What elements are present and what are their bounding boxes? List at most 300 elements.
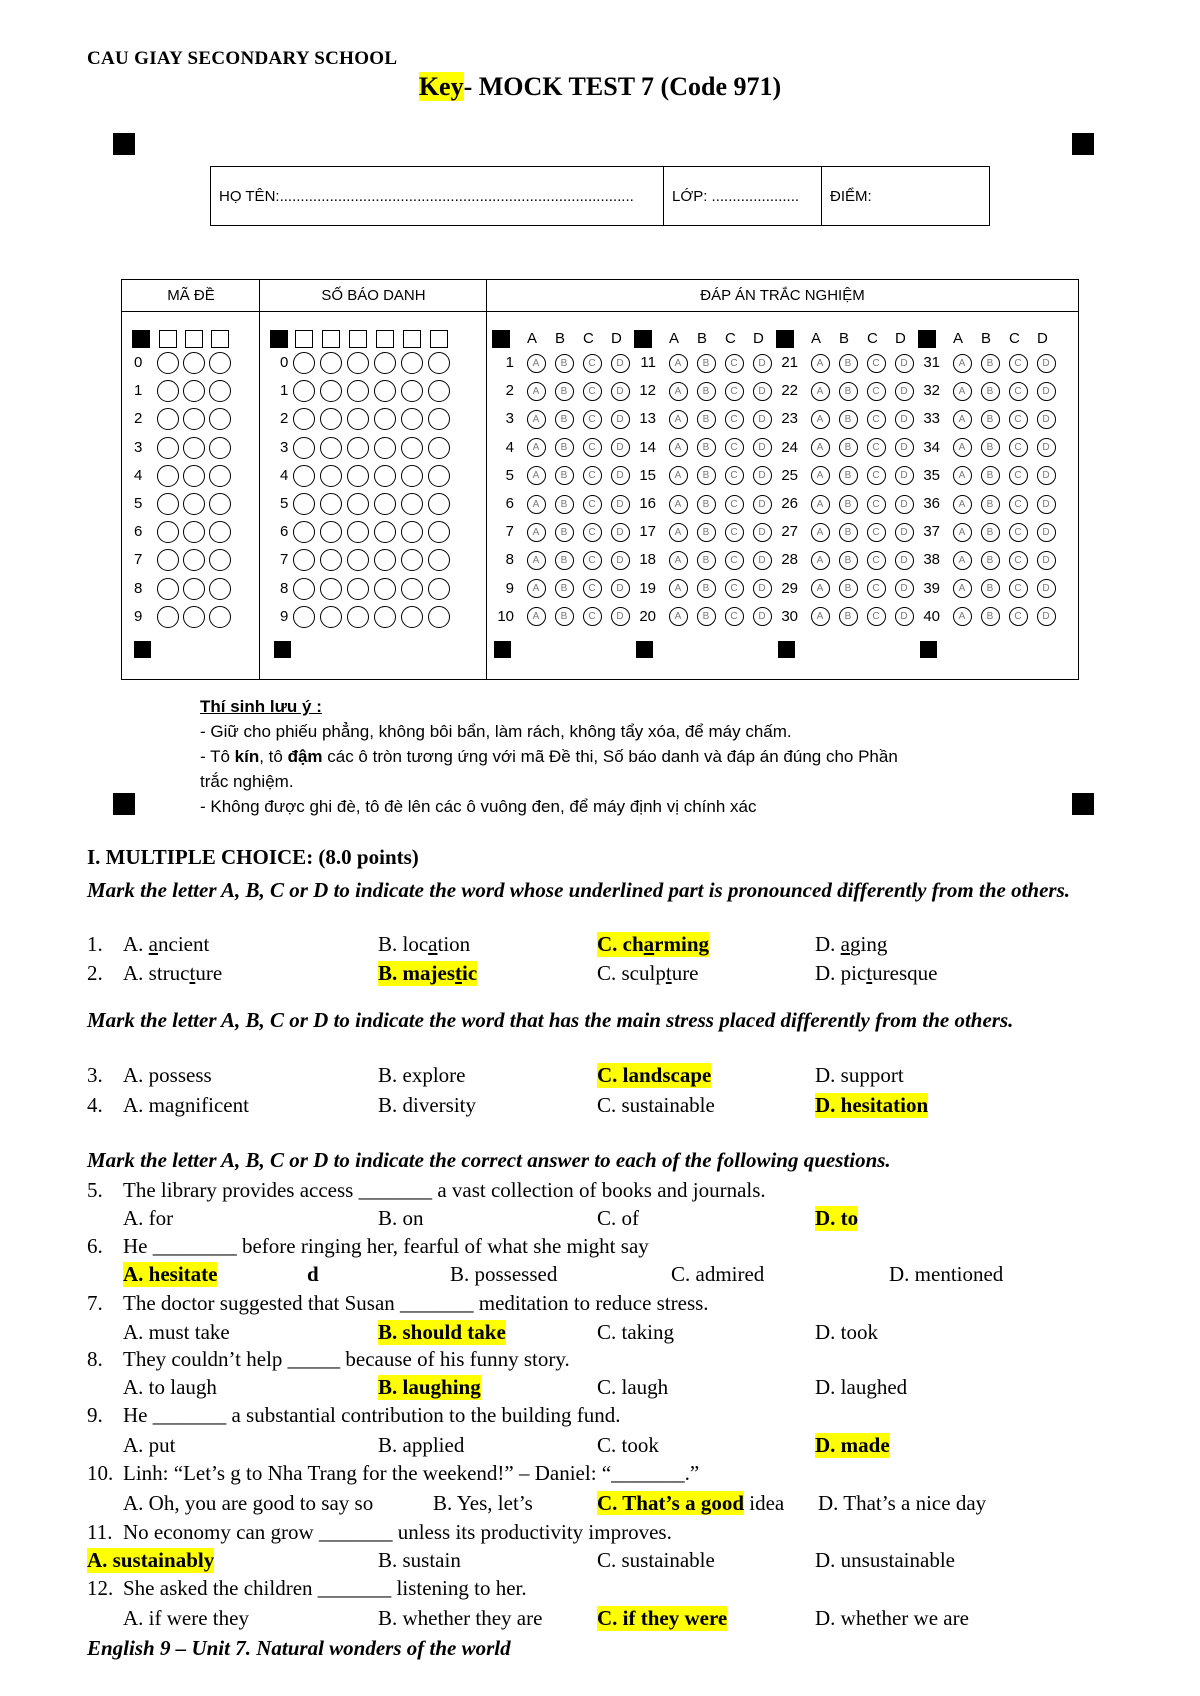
- answer-bubble[interactable]: [401, 352, 423, 374]
- answer-bubble[interactable]: [209, 521, 231, 543]
- question-number: 7.: [87, 1291, 103, 1315]
- answer-bubble[interactable]: C: [725, 607, 744, 626]
- answer-bubble[interactable]: D: [1037, 354, 1056, 373]
- option-b: B. possessed: [450, 1262, 558, 1286]
- timing-mark: [494, 641, 511, 658]
- answer-bubble[interactable]: A: [953, 579, 972, 598]
- answer-bubble[interactable]: A: [669, 382, 688, 401]
- answer-bubble[interactable]: C: [583, 410, 602, 429]
- header-answers: ĐÁP ÁN TRẮC NGHIỆM: [487, 280, 1078, 312]
- answer-bubble[interactable]: D: [611, 579, 630, 598]
- answer-bubble[interactable]: [157, 493, 179, 515]
- answer-bubble[interactable]: [157, 465, 179, 487]
- answer-bubble[interactable]: D: [753, 579, 772, 598]
- answer-bubble[interactable]: C: [583, 607, 602, 626]
- answer-bubble[interactable]: C: [867, 579, 886, 598]
- answer-bubble[interactable]: B: [839, 551, 858, 570]
- timing-mark: [776, 330, 794, 348]
- question-number-label: 16: [639, 495, 656, 512]
- answer-bubble[interactable]: C: [583, 438, 602, 457]
- answer-bubble[interactable]: [320, 549, 342, 571]
- answer-bubble[interactable]: [157, 606, 179, 628]
- answer-bubble[interactable]: D: [611, 523, 630, 542]
- answer-bubble[interactable]: [428, 578, 450, 600]
- answer-bubble[interactable]: [320, 578, 342, 600]
- answer-bubble[interactable]: A: [953, 607, 972, 626]
- answer-bubble[interactable]: [209, 549, 231, 571]
- answer-bubble[interactable]: [209, 352, 231, 374]
- answer-bubble[interactable]: D: [895, 466, 914, 485]
- answer-bubble[interactable]: C: [725, 354, 744, 373]
- answer-bubble[interactable]: A: [811, 466, 830, 485]
- answer-bubble[interactable]: D: [1037, 551, 1056, 570]
- answer-bubble[interactable]: [209, 380, 231, 402]
- answer-bubble[interactable]: C: [1009, 607, 1028, 626]
- answer-bubble[interactable]: A: [669, 354, 688, 373]
- question-number-label: 10: [497, 607, 514, 625]
- digit-label: 0: [280, 354, 289, 371]
- answer-bubble[interactable]: A: [669, 579, 688, 598]
- answer-bubble[interactable]: D: [1037, 495, 1056, 514]
- answer-bubble[interactable]: B: [839, 382, 858, 401]
- answer-bubble[interactable]: [401, 408, 423, 430]
- answer-bubble[interactable]: C: [725, 495, 744, 514]
- answer-bubble[interactable]: C: [725, 523, 744, 542]
- answer-bubble[interactable]: [293, 606, 315, 628]
- answer-bubble[interactable]: B: [981, 579, 1000, 598]
- digit-label: 0: [134, 354, 143, 371]
- answer-bubble[interactable]: C: [725, 438, 744, 457]
- answer-bubble[interactable]: B: [697, 382, 716, 401]
- answer-bubble[interactable]: [401, 437, 423, 459]
- answer-bubble[interactable]: A: [811, 551, 830, 570]
- answer-bubble[interactable]: D: [753, 607, 772, 626]
- answer-bubble[interactable]: D: [753, 438, 772, 457]
- answer-sheet-grid: [121, 279, 1079, 680]
- answer-bubble[interactable]: A: [527, 354, 546, 373]
- answer-bubble[interactable]: [157, 352, 179, 374]
- answer-bubble[interactable]: B: [555, 523, 574, 542]
- answer-bubble[interactable]: [401, 380, 423, 402]
- answer-bubble[interactable]: C: [583, 523, 602, 542]
- answer-bubble[interactable]: D: [1037, 410, 1056, 429]
- answer-bubble[interactable]: [320, 465, 342, 487]
- answer-bubble[interactable]: D: [611, 551, 630, 570]
- answer-bubble[interactable]: B: [981, 382, 1000, 401]
- answer-bubble[interactable]: B: [697, 607, 716, 626]
- answer-bubble[interactable]: D: [895, 607, 914, 626]
- option-d: D. whether we are: [815, 1606, 969, 1630]
- answer-bubble[interactable]: D: [753, 523, 772, 542]
- answer-bubble[interactable]: [293, 437, 315, 459]
- answer-bubble[interactable]: [183, 549, 205, 571]
- answer-bubble[interactable]: C: [1009, 466, 1028, 485]
- answer-bubble[interactable]: B: [981, 523, 1000, 542]
- answer-bubble[interactable]: B: [981, 495, 1000, 514]
- answer-bubble[interactable]: C: [583, 382, 602, 401]
- answer-bubble[interactable]: [157, 521, 179, 543]
- answer-bubble[interactable]: [347, 521, 369, 543]
- answer-bubble[interactable]: A: [811, 354, 830, 373]
- answer-bubble[interactable]: [209, 578, 231, 600]
- answer-bubble[interactable]: [428, 380, 450, 402]
- answer-bubble[interactable]: B: [839, 495, 858, 514]
- answer-bubble[interactable]: A: [811, 495, 830, 514]
- answer-bubble[interactable]: [157, 578, 179, 600]
- answer-bubble[interactable]: B: [555, 551, 574, 570]
- option-c: C. took: [597, 1433, 659, 1457]
- answer-bubble[interactable]: [293, 380, 315, 402]
- empty-square: [376, 330, 394, 348]
- answer-bubble[interactable]: A: [953, 354, 972, 373]
- answer-bubble[interactable]: [320, 437, 342, 459]
- answer-bubble[interactable]: B: [555, 354, 574, 373]
- answer-bubble[interactable]: D: [753, 354, 772, 373]
- class-field[interactable]: [664, 167, 822, 225]
- answer-bubble[interactable]: A: [811, 607, 830, 626]
- answer-bubble[interactable]: [428, 521, 450, 543]
- answer-bubble[interactable]: C: [867, 523, 886, 542]
- answer-bubble[interactable]: B: [697, 551, 716, 570]
- answer-bubble[interactable]: B: [555, 579, 574, 598]
- answer-bubble[interactable]: A: [811, 579, 830, 598]
- answer-bubble[interactable]: A: [953, 438, 972, 457]
- answer-bubble[interactable]: [293, 493, 315, 515]
- answer-bubble[interactable]: C: [1009, 438, 1028, 457]
- answer-bubble[interactable]: C: [867, 410, 886, 429]
- answer-bubble[interactable]: [347, 352, 369, 374]
- score-field[interactable]: [822, 167, 872, 225]
- answer-bubble[interactable]: B: [839, 410, 858, 429]
- answer-bubble[interactable]: [320, 408, 342, 430]
- answer-bubble[interactable]: D: [1037, 523, 1056, 542]
- answer-bubble[interactable]: [401, 465, 423, 487]
- answer-bubble[interactable]: A: [527, 523, 546, 542]
- answer-bubble[interactable]: [374, 549, 396, 571]
- answer-bubble[interactable]: C: [1009, 551, 1028, 570]
- answer-bubble[interactable]: B: [981, 607, 1000, 626]
- answer-bubble[interactable]: C: [867, 354, 886, 373]
- answer-bubble[interactable]: A: [669, 495, 688, 514]
- answer-bubble[interactable]: [374, 493, 396, 515]
- timing-mark: [274, 641, 291, 658]
- answer-bubble[interactable]: C: [725, 382, 744, 401]
- answer-bubble[interactable]: [428, 465, 450, 487]
- answer-bubble[interactable]: A: [811, 438, 830, 457]
- answer-bubble[interactable]: C: [725, 551, 744, 570]
- answer-bubble[interactable]: A: [811, 410, 830, 429]
- answer-bubble[interactable]: [401, 493, 423, 515]
- answer-bubble[interactable]: A: [527, 579, 546, 598]
- answer-bubble[interactable]: D: [753, 495, 772, 514]
- answer-bubble[interactable]: D: [895, 523, 914, 542]
- question-number: 6.: [87, 1234, 103, 1258]
- answer-bubble[interactable]: D: [611, 410, 630, 429]
- option-d-correct: D. to: [815, 1206, 859, 1230]
- answer-bubble[interactable]: B: [981, 354, 1000, 373]
- answer-bubble[interactable]: [293, 408, 315, 430]
- column-letter: C: [867, 330, 878, 347]
- answer-bubble[interactable]: A: [527, 495, 546, 514]
- answer-bubble[interactable]: [428, 352, 450, 374]
- answer-bubble[interactable]: A: [953, 466, 972, 485]
- answer-bubble[interactable]: C: [1009, 410, 1028, 429]
- answer-bubble[interactable]: [183, 437, 205, 459]
- answer-bubble[interactable]: D: [1037, 607, 1056, 626]
- answer-bubble[interactable]: [374, 578, 396, 600]
- question-number: 4.: [87, 1093, 103, 1117]
- answer-bubble[interactable]: B: [697, 438, 716, 457]
- answer-bubble[interactable]: [183, 606, 205, 628]
- answer-bubble[interactable]: D: [895, 579, 914, 598]
- answer-bubble[interactable]: [401, 521, 423, 543]
- answer-bubble[interactable]: A: [669, 523, 688, 542]
- student-info-box: [210, 166, 990, 226]
- answer-bubble[interactable]: [320, 380, 342, 402]
- option-d: D. support: [815, 1063, 904, 1087]
- answer-bubble[interactable]: C: [867, 466, 886, 485]
- answer-bubble[interactable]: D: [753, 410, 772, 429]
- answer-bubble[interactable]: [209, 606, 231, 628]
- answer-bubble[interactable]: C: [583, 551, 602, 570]
- answer-bubble[interactable]: [157, 549, 179, 571]
- answer-bubble[interactable]: [428, 549, 450, 571]
- timing-mark: [634, 330, 652, 348]
- answer-bubble[interactable]: D: [611, 438, 630, 457]
- answer-bubble[interactable]: C: [1009, 523, 1028, 542]
- question-text: She asked the children _______ listening to her.: [123, 1576, 527, 1600]
- answer-bubble[interactable]: A: [953, 410, 972, 429]
- answer-bubble[interactable]: [374, 521, 396, 543]
- answer-bubble[interactable]: D: [895, 382, 914, 401]
- answer-bubble[interactable]: D: [611, 354, 630, 373]
- answer-bubble[interactable]: [320, 606, 342, 628]
- answer-bubble[interactable]: A: [527, 410, 546, 429]
- answer-bubble[interactable]: [293, 352, 315, 374]
- answer-bubble[interactable]: B: [981, 466, 1000, 485]
- answer-bubble[interactable]: A: [527, 438, 546, 457]
- answer-bubble[interactable]: [183, 408, 205, 430]
- option-c-rest: idea: [744, 1491, 785, 1515]
- answer-bubble[interactable]: C: [725, 466, 744, 485]
- answer-bubble[interactable]: [347, 493, 369, 515]
- answer-bubble[interactable]: [347, 380, 369, 402]
- answer-bubble[interactable]: D: [895, 410, 914, 429]
- option-a: A. to laugh: [123, 1375, 217, 1399]
- answer-bubble[interactable]: C: [867, 495, 886, 514]
- answer-bubble[interactable]: [401, 578, 423, 600]
- answer-bubble[interactable]: A: [953, 382, 972, 401]
- answer-bubble[interactable]: [209, 437, 231, 459]
- answer-bubble[interactable]: C: [867, 382, 886, 401]
- answer-bubble[interactable]: B: [981, 438, 1000, 457]
- answer-bubble[interactable]: B: [555, 466, 574, 485]
- digit-label: 6: [280, 523, 289, 541]
- answer-bubble[interactable]: C: [1009, 495, 1028, 514]
- option-c-correct: C. if they were: [597, 1606, 728, 1630]
- answer-bubble[interactable]: A: [527, 607, 546, 626]
- answer-bubble[interactable]: [183, 521, 205, 543]
- answer-bubble[interactable]: [347, 465, 369, 487]
- answer-bubble[interactable]: B: [981, 410, 1000, 429]
- answer-bubble[interactable]: [320, 521, 342, 543]
- grid-divider: [486, 280, 487, 679]
- answer-bubble[interactable]: B: [555, 607, 574, 626]
- answer-bubble[interactable]: B: [839, 579, 858, 598]
- answer-bubble[interactable]: B: [555, 382, 574, 401]
- answer-bubble[interactable]: D: [611, 607, 630, 626]
- answer-bubble[interactable]: [428, 437, 450, 459]
- answer-bubble[interactable]: B: [697, 466, 716, 485]
- answer-bubble[interactable]: D: [1037, 382, 1056, 401]
- answer-bubble[interactable]: C: [1009, 382, 1028, 401]
- question-number: 3.: [87, 1063, 103, 1087]
- answer-bubble[interactable]: C: [867, 438, 886, 457]
- answer-bubble[interactable]: A: [669, 551, 688, 570]
- answer-bubble[interactable]: [209, 465, 231, 487]
- answer-bubble[interactable]: [374, 437, 396, 459]
- answer-bubble[interactable]: C: [867, 607, 886, 626]
- answer-bubble[interactable]: [401, 549, 423, 571]
- header-sbd: SỐ BÁO DANH: [260, 280, 487, 312]
- answer-bubble[interactable]: [401, 606, 423, 628]
- answer-bubble[interactable]: B: [555, 495, 574, 514]
- answer-bubble[interactable]: D: [753, 551, 772, 570]
- corner-marker-tl: [113, 133, 135, 155]
- answer-bubble[interactable]: [428, 493, 450, 515]
- answer-bubble[interactable]: A: [669, 607, 688, 626]
- answer-bubble[interactable]: C: [1009, 354, 1028, 373]
- answer-bubble[interactable]: A: [953, 523, 972, 542]
- answer-bubble[interactable]: B: [981, 551, 1000, 570]
- answer-bubble[interactable]: [293, 578, 315, 600]
- answer-bubble[interactable]: [183, 578, 205, 600]
- answer-bubble[interactable]: D: [895, 551, 914, 570]
- option-d: D. picturesque: [815, 961, 938, 985]
- answer-bubble[interactable]: B: [697, 410, 716, 429]
- answer-bubble[interactable]: A: [811, 382, 830, 401]
- answer-bubble[interactable]: [347, 408, 369, 430]
- answer-bubble[interactable]: A: [811, 523, 830, 542]
- instruction: Mark the letter A, B, C or D to indicate the word that has the main stress placed differently from the others.: [87, 1008, 1014, 1032]
- answer-bubble[interactable]: D: [1037, 579, 1056, 598]
- answer-bubble[interactable]: A: [527, 382, 546, 401]
- option-c: C. sculpture: [597, 961, 699, 985]
- column-letter: A: [669, 330, 680, 347]
- answer-bubble[interactable]: [293, 465, 315, 487]
- option-a: A. magnificent: [123, 1093, 249, 1117]
- answer-bubble[interactable]: [428, 606, 450, 628]
- answer-bubble[interactable]: B: [697, 495, 716, 514]
- answer-bubble[interactable]: [374, 352, 396, 374]
- answer-bubble[interactable]: [347, 437, 369, 459]
- notes-line: trắc nghiệm.: [200, 772, 294, 791]
- empty-square: [211, 330, 229, 348]
- answer-bubble[interactable]: [183, 380, 205, 402]
- answer-bubble[interactable]: [320, 352, 342, 374]
- question-number: 9.: [87, 1403, 103, 1427]
- answer-bubble[interactable]: [374, 380, 396, 402]
- answer-bubble[interactable]: A: [527, 551, 546, 570]
- answer-bubble[interactable]: B: [839, 354, 858, 373]
- answer-bubble[interactable]: D: [611, 495, 630, 514]
- answer-bubble[interactable]: [374, 408, 396, 430]
- answer-bubble[interactable]: [347, 549, 369, 571]
- answer-bubble[interactable]: C: [583, 466, 602, 485]
- answer-bubble[interactable]: C: [583, 579, 602, 598]
- option-b-correct: B. laughing: [378, 1375, 481, 1399]
- answer-bubble[interactable]: B: [839, 466, 858, 485]
- answer-bubble[interactable]: [183, 352, 205, 374]
- answer-bubble[interactable]: [183, 465, 205, 487]
- answer-bubble[interactable]: [157, 380, 179, 402]
- answer-bubble[interactable]: [209, 493, 231, 515]
- digit-label: 5: [134, 495, 143, 512]
- name-field[interactable]: [211, 167, 664, 225]
- answer-bubble[interactable]: [347, 606, 369, 628]
- digit-label: 8: [280, 579, 289, 597]
- answer-bubble[interactable]: A: [669, 438, 688, 457]
- answer-bubble[interactable]: B: [555, 410, 574, 429]
- answer-bubble[interactable]: B: [555, 438, 574, 457]
- answer-bubble[interactable]: [183, 493, 205, 515]
- answer-bubble[interactable]: [374, 606, 396, 628]
- answer-bubble[interactable]: [209, 408, 231, 430]
- option-d: D. laughed: [815, 1375, 908, 1399]
- answer-bubble[interactable]: C: [583, 495, 602, 514]
- answer-bubble[interactable]: [157, 437, 179, 459]
- answer-bubble[interactable]: D: [895, 438, 914, 457]
- answer-bubble[interactable]: A: [669, 410, 688, 429]
- answer-bubble[interactable]: C: [725, 410, 744, 429]
- answer-bubble[interactable]: D: [611, 382, 630, 401]
- answer-bubble[interactable]: [293, 549, 315, 571]
- question-number: 10.: [87, 1461, 114, 1485]
- answer-bubble[interactable]: [347, 578, 369, 600]
- answer-bubble[interactable]: C: [1009, 579, 1028, 598]
- question-number-label: 36: [923, 495, 940, 512]
- digit-label: 2: [134, 410, 143, 428]
- answer-bubble[interactable]: D: [895, 495, 914, 514]
- answer-bubble[interactable]: D: [1037, 438, 1056, 457]
- answer-bubble[interactable]: D: [753, 466, 772, 485]
- answer-bubble[interactable]: C: [725, 579, 744, 598]
- answer-bubble[interactable]: C: [583, 354, 602, 373]
- answer-bubble[interactable]: D: [895, 354, 914, 373]
- answer-bubble[interactable]: [374, 465, 396, 487]
- header-code: MÃ ĐỀ: [122, 280, 260, 312]
- answer-bubble[interactable]: D: [753, 382, 772, 401]
- answer-bubble[interactable]: A: [953, 551, 972, 570]
- answer-bubble[interactable]: D: [611, 466, 630, 485]
- answer-bubble[interactable]: [157, 408, 179, 430]
- answer-bubble[interactable]: C: [867, 551, 886, 570]
- answer-bubble[interactable]: B: [697, 579, 716, 598]
- question-number-label: 22: [781, 382, 798, 400]
- answer-bubble[interactable]: B: [839, 523, 858, 542]
- answer-bubble[interactable]: B: [839, 607, 858, 626]
- answer-bubble[interactable]: D: [1037, 466, 1056, 485]
- answer-bubble[interactable]: [320, 493, 342, 515]
- answer-bubble[interactable]: B: [839, 438, 858, 457]
- answer-bubble[interactable]: B: [697, 523, 716, 542]
- answer-bubble[interactable]: A: [527, 466, 546, 485]
- answer-bubble[interactable]: A: [953, 495, 972, 514]
- answer-bubble[interactable]: B: [697, 354, 716, 373]
- answer-bubble[interactable]: [428, 408, 450, 430]
- answer-bubble[interactable]: A: [669, 466, 688, 485]
- answer-bubble[interactable]: [293, 521, 315, 543]
